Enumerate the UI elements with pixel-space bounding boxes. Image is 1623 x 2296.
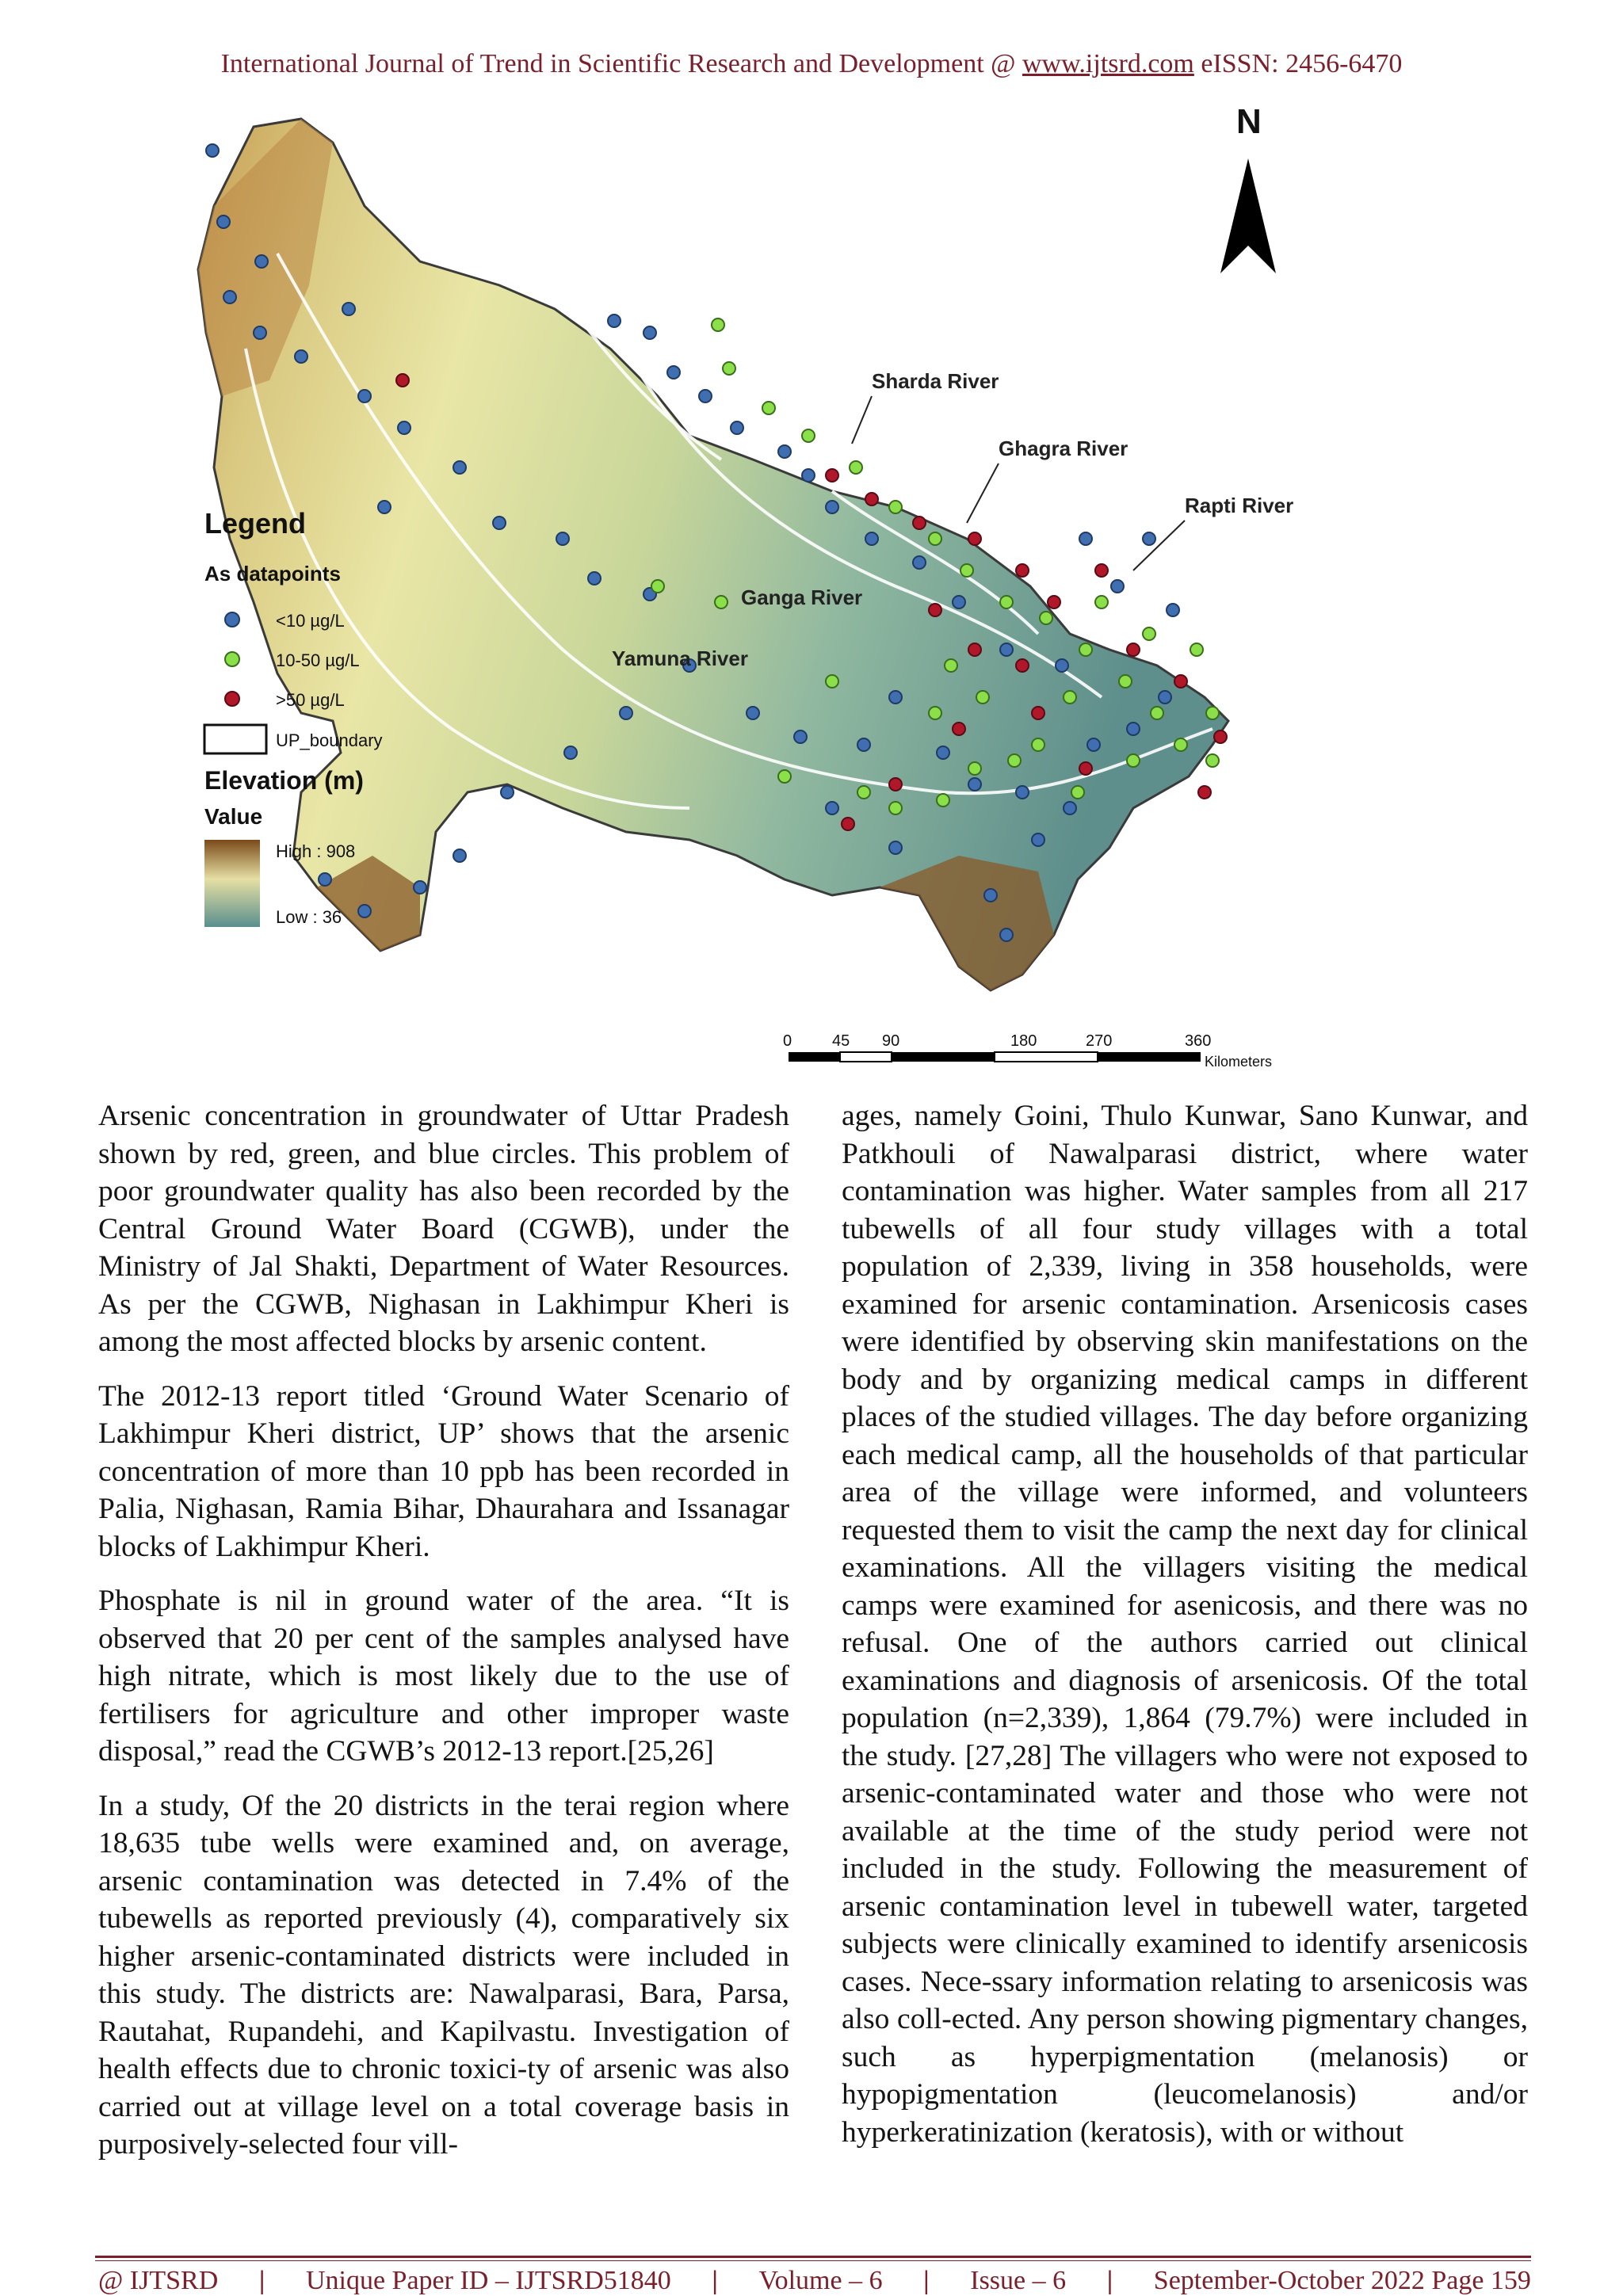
sample-point	[953, 723, 965, 735]
ghagra-river-label: Ghagra River	[999, 437, 1128, 460]
sample-point	[937, 794, 949, 807]
legend-title: Legend	[204, 507, 307, 540]
sample-point	[1127, 723, 1140, 735]
sample-point	[398, 421, 411, 434]
footer-paper-id: Unique Paper ID – IJTSRD51840	[305, 2266, 671, 2295]
sample-point	[1000, 596, 1013, 608]
legend-boundary-label: UP_boundary	[276, 730, 383, 750]
sample-point	[968, 532, 981, 545]
elevation-low-label: Low : 36	[276, 907, 342, 927]
header-prefix: International Journal of Trend in Scientific Research and Development @	[220, 49, 1022, 78]
sample-point	[826, 802, 838, 814]
sample-point	[1095, 564, 1108, 577]
sample-point	[396, 374, 409, 387]
legend-high-dot	[225, 692, 239, 706]
sample-point	[1206, 707, 1219, 719]
legend-low-label: <10 µg/L	[276, 611, 345, 631]
sample-point	[1032, 833, 1044, 846]
sample-point	[1048, 596, 1060, 608]
footer-separator: |	[712, 2266, 718, 2295]
sample-point	[1190, 643, 1203, 656]
sample-point	[1214, 730, 1227, 743]
sample-point	[1000, 929, 1013, 941]
sample-point	[378, 501, 391, 513]
sample-point	[857, 738, 870, 751]
sample-point	[1040, 612, 1052, 624]
sample-point	[945, 659, 957, 672]
sample-point	[1143, 627, 1155, 640]
sample-point	[564, 746, 577, 759]
sample-point	[731, 421, 743, 434]
sample-point	[802, 429, 815, 442]
sample-point	[889, 802, 902, 814]
sample-point	[1127, 643, 1140, 656]
elevation-gradient	[204, 840, 260, 927]
scale-tick-90: 90	[882, 1032, 900, 1050]
sample-point	[319, 873, 331, 886]
sample-point	[651, 580, 664, 593]
paragraph: The 2012-13 report titled ‘Ground Water Scenario of Lakhimpur Kheri district, UP’ shows that the arsenic concentration of more than 10 ppb has been recorded in Palia, Nighasan, Ramia Bihar, Dhaurahara and Issanagar blocks of Lakhimpur Kheri.	[98, 1379, 789, 1563]
sample-point	[1127, 754, 1140, 767]
sample-point	[1032, 738, 1044, 751]
sample-point	[715, 596, 727, 608]
legend-mid-dot	[225, 652, 239, 666]
scale-seg-3	[892, 1052, 995, 1062]
sample-point	[1079, 643, 1092, 656]
header-issn: eISSN: 2456-6470	[1193, 49, 1403, 78]
sample-point	[1008, 754, 1021, 767]
sample-point	[1087, 738, 1100, 751]
sample-point	[976, 691, 989, 704]
paragraph: In a study, Of the 20 districts in the terai region where 18,635 tube wells were examined and, on average, arsenic contamination was detected in 7.4% of the tubewells as reported previously (4), comparatively six higher arsenic-contaminated districts were included in this study. The districts are: Nawalparasi, Bara, Parsa, Rautahat, Rupandehi, and Kapilvastu. Investigation of health effects due to chronic toxici-ty of arsenic was also carried out at village level on a total coverage basis in purposively-selected four vill-	[98, 1789, 789, 2161]
sample-point	[1111, 580, 1124, 593]
north-label: N	[1236, 102, 1262, 141]
left-column	[98, 1097, 789, 2180]
page-header	[0, 49, 1623, 79]
sample-point	[223, 291, 236, 303]
sample-point	[747, 707, 759, 719]
footer-rule	[95, 2256, 1531, 2258]
sample-point	[913, 517, 926, 529]
scale-tick-270: 270	[1086, 1032, 1113, 1050]
paragraph: Phosphate is nil in ground water of the area. “It is observed that 20 per cent of the samples analysed have high nitrate, which is most likely due to the use of fertilisers for agriculture and other improper waste disposal,” read the CGWB’s 2012-13 report.[25,26]	[98, 1585, 789, 1768]
sample-point	[1198, 786, 1211, 799]
sample-point	[889, 691, 902, 704]
footer-separator: |	[258, 2266, 265, 2295]
sample-point	[295, 350, 307, 363]
scale-tick-360: 360	[1185, 1032, 1212, 1050]
value-label: Value	[204, 804, 263, 829]
ganga-river-label: Ganga River	[741, 585, 863, 609]
north-arrow-icon	[1220, 158, 1276, 273]
elevation-title: Elevation (m)	[204, 766, 364, 795]
sample-point	[794, 730, 807, 743]
sample-point	[1064, 691, 1076, 704]
sample-point	[1174, 738, 1187, 751]
legend-subtitle: As datapoints	[204, 562, 341, 585]
yamuna-river-label: Yamuna River	[612, 646, 748, 670]
sample-point	[968, 762, 981, 775]
sample-point	[865, 493, 878, 505]
sample-point	[889, 501, 902, 513]
scale-unit: Kilometers	[1205, 1054, 1273, 1070]
sample-point	[778, 445, 791, 458]
sample-point	[778, 770, 791, 783]
sample-point	[254, 326, 266, 339]
sample-point	[453, 461, 466, 474]
sample-point	[1016, 659, 1029, 672]
sample-point	[453, 849, 466, 862]
sample-point	[643, 326, 656, 339]
sample-point	[358, 905, 371, 917]
sample-point	[953, 596, 965, 608]
sample-point	[1143, 532, 1155, 545]
sample-point	[865, 532, 878, 545]
sample-point	[255, 255, 268, 268]
sample-point	[929, 532, 941, 545]
sample-point	[1174, 675, 1187, 688]
sample-point	[826, 675, 838, 688]
sample-point	[1079, 762, 1092, 775]
rapti-river-label: Rapti River	[1185, 494, 1294, 517]
sample-point	[1016, 564, 1029, 577]
right-column	[842, 1097, 1528, 2168]
sample-point	[826, 469, 838, 482]
sample-point	[826, 501, 838, 513]
sample-point	[1016, 786, 1029, 799]
sample-point	[414, 881, 426, 894]
footer-volume: Volume – 6	[758, 2266, 883, 2295]
sample-point	[889, 841, 902, 854]
sample-point	[850, 461, 862, 474]
ghagra-pointer	[967, 463, 999, 523]
sample-point	[968, 643, 981, 656]
sample-point	[960, 564, 973, 577]
scale-tick-45: 45	[832, 1032, 850, 1050]
sample-point	[913, 556, 926, 569]
rapti-pointer	[1133, 521, 1185, 570]
page-footer	[98, 2266, 1531, 2296]
scale-seg-1	[789, 1052, 840, 1062]
scale-seg-2	[840, 1052, 892, 1062]
sample-point	[723, 362, 735, 375]
scale-seg-5	[1098, 1052, 1201, 1062]
sample-point	[1206, 754, 1219, 767]
sample-point	[217, 215, 230, 228]
footer-issue: Issue – 6	[970, 2266, 1067, 2295]
sample-point	[889, 778, 902, 791]
scale-bar	[783, 1032, 1272, 1070]
sample-point	[501, 786, 514, 799]
paragraph: Arsenic concentration in groundwater of Uttar Pradesh shown by red, green, and blue circles. This problem of poor groundwater quality has also been recorded by the Central Ground Water Board (CGWB), under the Ministry of Jal Shakti, Department of Water Resources. As per the CGWB, Nighasan in Lakhimpur Kheri is among the most affected blocks by arsenic content.	[98, 1100, 789, 1358]
footer-separator: |	[1106, 2266, 1113, 2295]
paragraph: ages, namely Goini, Thulo Kunwar, Sano Kunwar, and Patkhouli of Nawalparasi district, where water contamination was higher. Water samples from all 217 tubewells of all four study villages with a total population of 2,339, living in 358 households, were examined for arsenic contamination. Arsenicosis cases were identified by observing skin manifestations on the body and by organizing medical camps in different places of the studied villages. The day before organizing each medical camp, all the households of that particular area of the village were informed, and volunteers requested them to visit the camp the next day for clinical examinations. All the villagers visiting the medical camps were examined for asenicosis, and there was no refusal. One of the authors carried out clinical examinations and diagnosis of arsenicosis. Of the total population (n=2,339), 1,864 (79.7%) were included in the study. [27,28] The villagers who were not exposed to arsenic-contaminated water and those who were not available at the time of the study period were not included in the study. Following the measurement of arsenic contamination level in tubewell water, targeted subjects were clinically examined to identify arsenicosis cases. Nece-ssary information relating to arsenicosis was also coll-ected. Any person showing pigmentary changes, such as hyperpigmentation (melanosis) or hypopigmentation (leucomelanosis) and/or hyperkeratinization (keratosis), with or without	[842, 1100, 1528, 2149]
sample-point	[358, 390, 371, 402]
sample-point	[699, 390, 712, 402]
sample-point	[493, 517, 506, 529]
sharda-pointer	[852, 396, 872, 444]
scale-tick-0: 0	[783, 1032, 792, 1050]
sample-point	[342, 303, 355, 315]
scale-tick-180: 180	[1010, 1032, 1037, 1050]
legend-high-label: >50 µg/L	[276, 690, 345, 710]
sample-point	[929, 707, 941, 719]
sample-point	[1071, 786, 1084, 799]
legend-mid-label: 10-50 µg/L	[276, 650, 360, 670]
footer-separator: |	[923, 2266, 930, 2295]
sample-point	[1032, 707, 1044, 719]
sample-point	[712, 318, 724, 331]
sample-point	[620, 707, 632, 719]
sample-point	[929, 604, 941, 616]
north-arrow	[1220, 102, 1276, 273]
sample-point	[1119, 675, 1132, 688]
sample-point	[1167, 604, 1179, 616]
sample-point	[1000, 643, 1013, 656]
sharda-river-label: Sharda River	[872, 369, 999, 393]
sample-point	[1064, 802, 1076, 814]
sample-point	[937, 746, 949, 759]
footer-period-page: September-October 2022 Page 159	[1153, 2266, 1531, 2295]
footer-journal: @ IJTSRD	[98, 2266, 219, 2295]
elevation-high-label: High : 908	[276, 841, 356, 861]
sample-point	[608, 315, 621, 327]
legend-boundary-swatch	[204, 725, 266, 753]
arsenic-map-figure	[182, 95, 1466, 1077]
sample-point	[1095, 596, 1108, 608]
sample-point	[1159, 691, 1171, 704]
sample-point	[1056, 659, 1068, 672]
sample-point	[667, 366, 680, 379]
sample-point	[1151, 707, 1163, 719]
sample-point	[1079, 532, 1092, 545]
sample-point	[206, 144, 219, 157]
sample-point	[968, 778, 981, 791]
sample-point	[762, 402, 775, 414]
sample-point	[556, 532, 569, 545]
sample-point	[984, 889, 997, 902]
journal-url-link[interactable]: www.ijtsrd.com	[1022, 49, 1194, 78]
sample-point	[802, 469, 815, 482]
legend-low-dot	[225, 612, 239, 627]
sample-point	[842, 818, 854, 830]
sample-point	[588, 572, 601, 585]
scale-seg-4	[995, 1052, 1098, 1062]
footer-rule-thin	[95, 2260, 1531, 2261]
sample-point	[857, 786, 870, 799]
